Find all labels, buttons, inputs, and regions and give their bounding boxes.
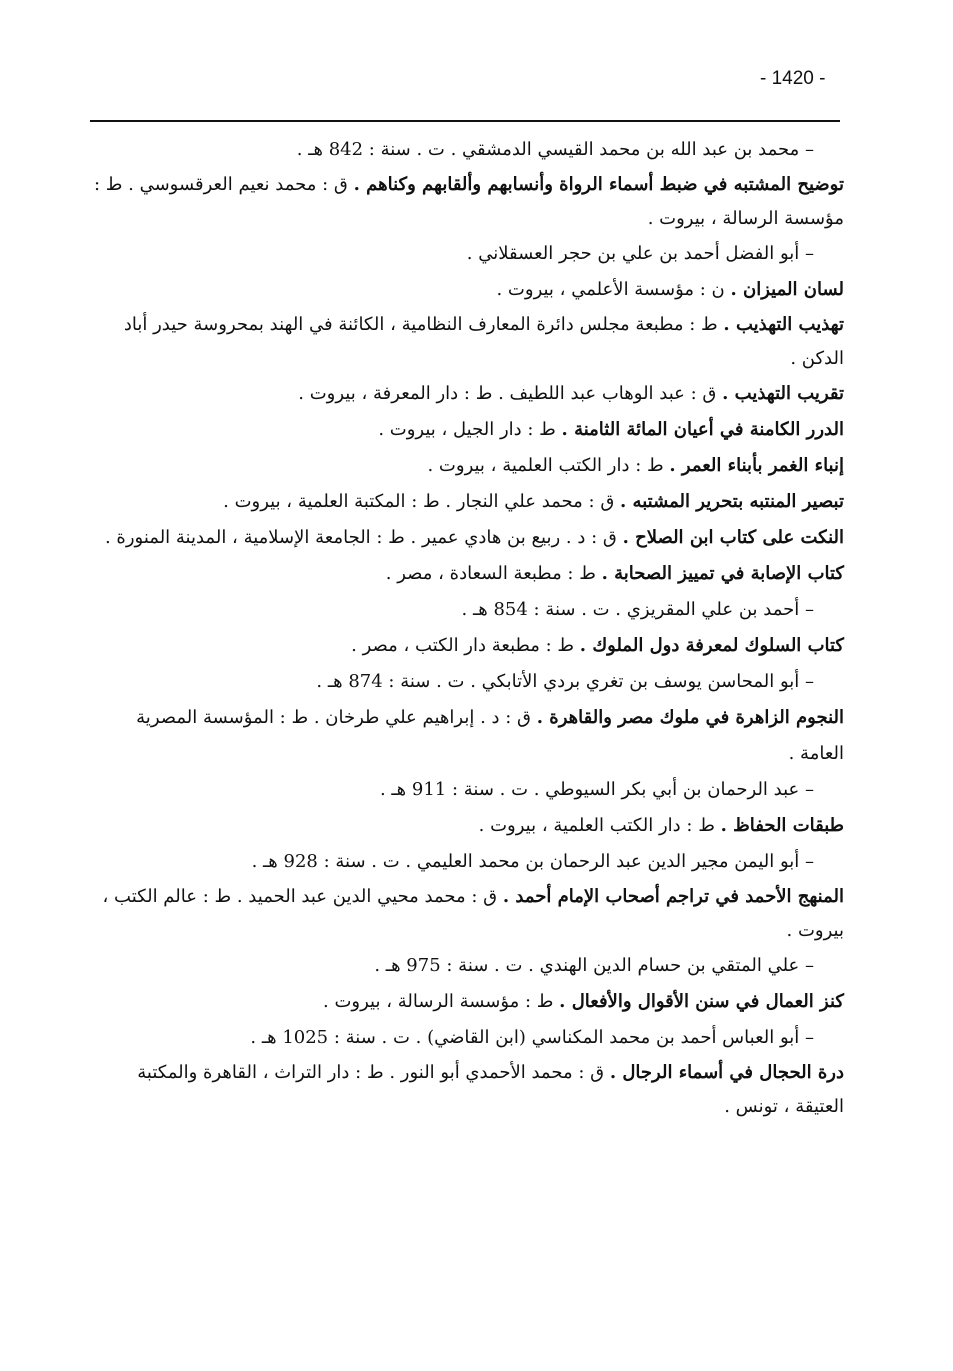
book-details: ق : عبد الوهاب عبد اللطيف . ط : دار المعرفة ، بيروت . xyxy=(298,383,723,404)
book-details: ط : دار الكتب العلمية ، بيروت . xyxy=(478,815,721,836)
author-entry xyxy=(88,948,844,984)
book-details: ط : مطبعة دار الكتب ، مصر . xyxy=(351,635,580,656)
author-entry xyxy=(88,844,844,880)
book-title: تبصير المنتبه بتحرير المشتبه . xyxy=(620,491,844,512)
book-details: ن : مؤسسة الأعلمي ، بيروت . xyxy=(496,279,731,300)
book-entry xyxy=(88,984,844,1020)
book-entry xyxy=(88,168,844,236)
book-title: النجوم الزاهرة في ملوك مصر والقاهرة . xyxy=(536,707,844,728)
book-title: الدرر الكامنة في أعيان المائة الثامنة . xyxy=(561,419,844,440)
author-entry xyxy=(88,592,844,628)
author-entry xyxy=(88,132,844,168)
book-entry xyxy=(88,880,844,948)
book-title: كتاب السلوك لمعرفة دول الملوك . xyxy=(579,635,844,656)
book-entry xyxy=(88,308,844,376)
bibliography-list xyxy=(88,132,844,1124)
book-details: ق : د . ربيع بن هادي عمير . ط : الجامعة الإسلامية ، المدينة المنورة . xyxy=(104,527,623,548)
book-title: إنباء الغمر بأبناء العمر . xyxy=(669,455,844,476)
book-details: ط : مطبعة السعادة ، مصر . xyxy=(385,563,602,584)
book-entry xyxy=(88,484,844,520)
author-entry xyxy=(88,664,844,700)
book-title: لسان الميزان . xyxy=(730,279,844,300)
book-entry xyxy=(88,1056,844,1124)
book-details: ط : دار الكتب العلمية ، بيروت . xyxy=(427,455,670,476)
author-text: – علي المتقي بن حسام الدين الهندي . ت . سنة : 975 هـ . xyxy=(374,955,814,976)
author-text: – عبد الرحمان بن أبي بكر السيوطي . ت . سنة : 911 هـ . xyxy=(379,779,814,800)
author-text: – أحمد بن علي المقريزي . ت . سنة : 854 هـ . xyxy=(461,599,814,620)
author-text: – أبو اليمن مجير الدين عبد الرحمان بن محمد العليمي . ت . سنة : 928 هـ . xyxy=(251,851,814,872)
book-title: المنهج الأحمد في تراجم أصحاب الإمام أحمد . xyxy=(502,886,844,907)
book-entry xyxy=(88,700,844,772)
author-entry xyxy=(88,772,844,808)
book-title: تهذيب التهذيب . xyxy=(723,314,844,335)
book-details: ق : محمد علي النجار . ط : المكتبة العلمية ، بيروت . xyxy=(223,491,621,512)
book-title: تقريب التهذيب . xyxy=(722,383,844,404)
author-entry xyxy=(88,1020,844,1056)
page-number: - 1420 - xyxy=(760,68,826,89)
book-title: كتاب الإصابة في تمييز الصحابة . xyxy=(601,563,844,584)
author-text: – محمد بن عبد الله بن محمد القيسي الدمشقي . ت . سنة : 842 هـ . xyxy=(296,139,814,160)
book-entry xyxy=(88,628,844,664)
book-entry xyxy=(88,520,844,556)
book-entry xyxy=(88,376,844,412)
book-title: درة الحجال في أسماء الرجال . xyxy=(609,1062,844,1083)
book-entry xyxy=(88,448,844,484)
author-text: – أبو المحاسن يوسف بن تغري بردي الأتابكي . ت . سنة : 874 هـ . xyxy=(316,671,814,692)
book-entry xyxy=(88,808,844,844)
book-title: كنز العمال في سنن الأقوال والأفعال . xyxy=(559,991,844,1012)
author-text: – أبو الفضل أحمد بن علي بن حجر العسقلاني . xyxy=(466,243,814,264)
book-details: ق : د . إبراهيم علي طرخان . ط : المؤسسة المصرية العامة . xyxy=(136,707,844,764)
book-title: النكت على كتاب ابن الصلاح . xyxy=(622,527,844,548)
book-title: طبقات الحفاظ . xyxy=(720,815,844,836)
book-details: ق : محمد الأحمدي أبو النور . ط : دار التراث ، القاهرة والمكتبة العتيقة ، تونس . xyxy=(137,1062,844,1117)
author-text: – أبو العباس أحمد بن محمد المكناسي (ابن القاضي) . ت . سنة : 1025 هـ . xyxy=(250,1027,814,1048)
book-details: ط : مطبعة مجلس دائرة المعارف النظامية ، الكائنة في الهند بمحروسة حيدر أباد الدكن . xyxy=(123,314,844,369)
book-details: ط : مؤسسة الرسالة ، بيروت . xyxy=(323,991,560,1012)
book-entry xyxy=(88,556,844,592)
book-details: ط : دار الجيل ، بيروت . xyxy=(378,419,562,440)
book-entry xyxy=(88,412,844,448)
book-details: ق : محمد نعيم العرقسوسي . ط : مؤسسة الرسالة ، بيروت . xyxy=(93,174,844,229)
book-entry xyxy=(88,272,844,308)
book-details: ق : محمد محيي الدين عبد الحميد . ط : عالم الكتب ، بيروت . xyxy=(102,886,844,941)
header-rule xyxy=(90,120,840,122)
book-title: توضيح المشتبه في ضبط أسماء الرواة وأنسابهم وألقابهم وكناهم . xyxy=(353,174,844,195)
author-entry xyxy=(88,236,844,272)
